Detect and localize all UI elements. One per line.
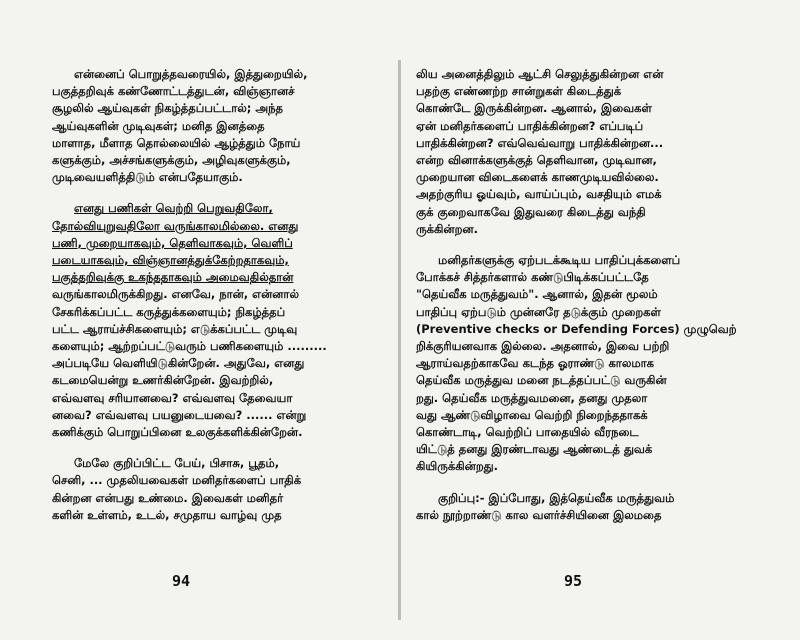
text-line: களையும்; ஆற்றப்பட்டுவரும் பணிகளையும் .........	[52, 339, 327, 354]
text-line: போக்கச் சித்தர்களால் கண்டுபிடிக்கப்பட்டதே	[416, 270, 649, 285]
text-line: குறிப்பு:- இப்போது, இத்தெய்வீக மருத்துவம்	[438, 490, 675, 505]
text-line: ஏன் மனிதர்களைப் பாதிக்கின்றன? எப்படிப்	[416, 118, 644, 133]
text-line: ஆராய்வதற்காகவே கடந்த ஓராண்டு காலமாக	[416, 356, 654, 371]
text-line: கொண்டே இருக்கின்றன. ஆனால், இவைகள்	[416, 101, 652, 116]
text-line: அப்படியே வெளியிடுகின்றேன். அதுவே, எனது	[52, 356, 305, 371]
text-line: பாதிக்கின்றன? எவ்வெவ்வாறு பாதிக்கின்றன...	[416, 135, 664, 150]
underlined-text-line: படையாகவும், விஞ்ஞானத்துக்கேற்றதாகவும்,	[52, 253, 289, 268]
right-paragraph-1	[416, 66, 754, 238]
text-line: கணிக்கும் பொறுப்பினை உலகுக்களிக்கின்றேன்.	[52, 425, 303, 440]
left-page	[52, 66, 364, 538]
text-line: பதற்கு எண்ணற்ற சான்றுகள் கிடைத்துக்	[416, 84, 622, 99]
text-line: முடிவையளித்திடும் என்பதேயாகும்.	[52, 170, 243, 185]
text-line: கால் நூற்றாண்டு கால வளர்ச்சியினை இலமதை	[416, 507, 662, 522]
text-line: என்ற வினாக்களுக்குத் தெளிவான, முடிவான,	[416, 153, 657, 168]
text-line: வருங்காலமிருக்கிறது. எனவே, நான், என்னால்	[52, 287, 299, 302]
left-paragraph-2	[52, 200, 364, 441]
text-line: யிட்டுத் தனது இரண்டாவது ஆண்டைத் துவக்	[416, 442, 653, 457]
page-number: 94	[172, 572, 191, 590]
text-line: வது ஆண்டுவிழாவை வெற்றி நிறைந்ததாகக்	[416, 407, 648, 422]
text-line: அதற்குரிய ஓய்வும், வாய்ப்பும், வசதியும் எமக்	[416, 187, 662, 202]
underlined-text-line: பணி, முறையாகவும், தெளிவாகவும், வெளிப்	[52, 235, 293, 250]
underlined-text-line: எனது பணிகள் வெற்றி பெறுவதிலோ,	[74, 201, 273, 216]
text-line: முறையான விடைகளைக் காணமுடியவில்லை.	[416, 170, 659, 185]
text-line: ஆய்வுகளின் முடிவுகள்; மனித இனத்தை	[52, 118, 265, 133]
text-line: சேகரிக்கப்பட்ட கருத்துக்களையும்; நிகழ்த்தப்	[52, 304, 286, 319]
left-paragraph-1	[52, 66, 364, 186]
text-line: சூழலில் ஆய்வுகள் நிகழ்த்தப்பட்டால்; அந்த	[52, 101, 284, 116]
text-line: றது. தெய்வீக மருத்துவமனை, தனது முதலா	[416, 390, 648, 405]
text-line: களின் உள்ளம், உடல், சமுதாய வாழ்வு முத	[52, 507, 282, 522]
text-line: ருக்கின்றன.	[416, 221, 478, 236]
text-line: பகுத்தறிவுக் கண்ணோட்டத்துடன், விஞ்ஞானச்	[52, 84, 295, 99]
text-line: "தெய்வீக மருத்துவம்". ஆனால், இதன் மூலம்	[416, 287, 658, 302]
text-line: லிய அனைத்திலும் ஆட்சி செலுத்துகின்றன என்	[416, 67, 664, 81]
underlined-text-line: தோல்வியுறுவதிலோ வருங்காலமில்லை. எனது	[52, 218, 299, 233]
left-paragraph-3	[52, 455, 364, 524]
right-paragraph-3	[416, 490, 754, 524]
page-gutter	[398, 60, 401, 620]
text-line: எவ்வளவு சரியானவை? எவ்வளவு தேவையா	[52, 390, 293, 405]
text-line: கடமையென்று உணர்கின்றேன். இவற்றில்,	[52, 373, 274, 388]
text-line: றிக்குரியனவாக இல்லை. அதனால், இவை பற்றி	[416, 339, 670, 354]
text-line: கியிருக்கின்றது.	[416, 459, 498, 474]
text-line: பாதிப்பு ஏற்படும் முன்னரே தடுக்கும் முறைகள்	[416, 304, 661, 319]
text-line: களுக்கும், அச்சங்களுக்கும், அழிவுகளுக்கும்,	[52, 153, 291, 168]
page-number: 95	[564, 572, 583, 590]
underlined-text-line: பகுத்தறிவுக்கு உகந்ததாகவும் அமைவதில்தான்	[52, 270, 294, 285]
text-line: கொண்டாடி, வெற்றிப் பாதையில் வீரநடை	[416, 425, 639, 440]
text-line: பட்ட ஆராய்ச்சிகளையும்; எடுக்கப்பட்ட முடிவு	[52, 321, 298, 336]
text-line: செனி, ... முதலியவைகள் மனிதர்களைப் பாதிக்	[52, 473, 302, 488]
text-line: (Preventive checks or Defending Forces) முழுவெற்	[416, 321, 737, 336]
text-line: என்னைப் பொறுத்தவரையில், இத்துறையில்,	[74, 67, 308, 81]
text-line: தெய்வீக மருத்துவ மனை நடத்தப்பட்டு வருகின்	[416, 373, 667, 388]
right-page	[416, 66, 754, 538]
text-line: கின்றன என்பது உண்மை. இவைகள் மனிதர்	[52, 490, 284, 505]
text-line: குக் குறைவாகவே இதுவரை கிடைத்து வந்தி	[416, 204, 646, 219]
right-paragraph-2	[416, 252, 754, 476]
text-line: மேலே குறிப்பிட்ட பேய், பிசாசு, பூதம்,	[74, 456, 280, 471]
text-line: மாளாத, மீளாத தொல்லையில் ஆழ்த்தும் நோய்	[52, 135, 301, 150]
text-line: னவை? எவ்வளவு பயனுடையவை? ...... என்று	[52, 407, 307, 422]
text-line: மனிதர்களுக்கு ஏற்படக்கூடிய பாதிப்புக்களைப்	[438, 253, 681, 268]
